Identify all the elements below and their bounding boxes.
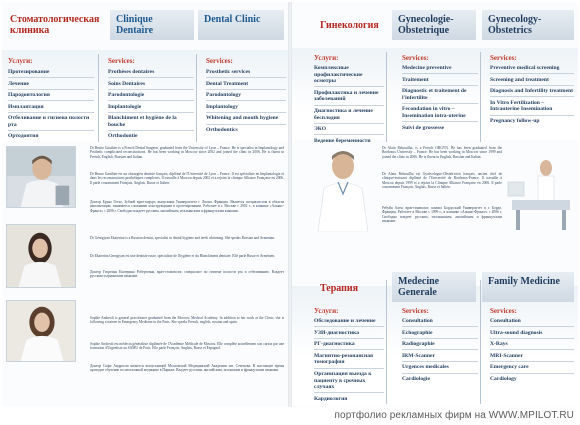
header-stomatology: Стоматологическая клиника bbox=[10, 14, 100, 36]
header-family-medicine: Family Medicine bbox=[482, 272, 574, 302]
service-item: Комплексные профилактические осмотры bbox=[314, 65, 384, 87]
bio-georgiyan-en: Dr Georgiyan Ekaterina is a Russian dentist, specialist in dental hygiene and teeth whitening. She speaks Russian and Armenian. bbox=[90, 236, 276, 240]
bio-andreoli-en: Sophie Andreoli is general practitioner graduated from the Moscow Medical Academy. In addition to her work at the Clinic, she is following a trainee in Emergency Medicine in the Paris. She speaks French, english, russian and spain. bbox=[90, 316, 284, 325]
service-item: Отбеливание и гигиена полости рта bbox=[8, 115, 94, 131]
label-services-ru: Услуги: bbox=[314, 307, 339, 315]
service-item: Consultation bbox=[490, 318, 574, 327]
service-item: Diagnosis and Infertility treatment bbox=[490, 88, 574, 97]
service-item: Urgences medicales bbox=[402, 364, 478, 373]
bio-bruno-en: Dr Bruno Gauthier is a French Dental Surgeon, graduated from the University of Lyon – France. He is specialist in Implantology and Prothetic complicated reconstructions. He has been working in Moscow since 2002 and joined the clinic in 2006. He is fluent in French, English, Russian and Italian. bbox=[90, 146, 284, 159]
bio-rebouillat-en: Dr Alain Rebouillat, is a French OBGYN. He has been graduated from the Bordeaux University – France. He has been working in Moscow since 1999 and joined the clinic in 2006. He is fluent in English, Russian and Italian. bbox=[382, 146, 502, 159]
bio-rebouillat-fr: Dr Alain Rebouillat est Gynécologue-Obstétricien français, ancien chef de clinique-assistant diplômé de l'Université de Bordeaux-France. Il travaille à Moscou depuis 1999 et a rejoint la Clinique Alliance Française en 2006. Il parle couramment Français, Anglais, Russe et Italien. bbox=[382, 172, 502, 189]
service-item: Организация выезда к пациенту в срочных случаях bbox=[314, 371, 384, 393]
service-item: Fecondation in vitro – Insemination intra-uterine bbox=[402, 106, 478, 122]
footer-caption[interactable]: портфолио рекламных фирм на WWW.MPILOT.RU bbox=[334, 410, 574, 421]
label-services-fr: Services: bbox=[402, 307, 429, 315]
gyn-services-ru bbox=[314, 65, 384, 147]
service-item: УЗИ-диагностика bbox=[314, 330, 384, 339]
service-item: Preventive medical screening bbox=[490, 65, 574, 74]
service-item: Кардиология bbox=[314, 395, 348, 402]
gp-services-ru bbox=[314, 318, 384, 405]
header-gynecology-ru: Гинекология bbox=[320, 20, 379, 31]
service-item: Лечение bbox=[8, 81, 94, 90]
header-gynecology-en: Gynecology-Obstetrics bbox=[482, 10, 574, 40]
service-item: Implantology bbox=[206, 104, 286, 113]
services-list-fr bbox=[108, 69, 194, 142]
label-services-en: Services: bbox=[490, 54, 517, 62]
service-item: Screening and treatment bbox=[490, 77, 574, 86]
label-services-fr: Services: bbox=[402, 54, 429, 62]
gyn-services-fr bbox=[402, 65, 478, 133]
column-divider bbox=[98, 54, 99, 142]
service-item: Suivi de grossesse bbox=[402, 124, 445, 131]
services-list-ru bbox=[8, 69, 94, 142]
bio-bruno-fr: Dr Bruno Gauthier est un chirurgien dentiste français, diplômé de l'Université de Lyon – France. Il est spécialiste en Implantologie et dans les reconstructions prothétiques complexes. Il travaille à Moscou depuis 2002 et a rejoint la clinique Alliance Française en 2006. Il parle couramment Français, Anglais, Russe et Italien. bbox=[90, 172, 284, 185]
header-general-medicine: Medecine Generale bbox=[392, 272, 476, 302]
service-item: Consultation bbox=[402, 318, 478, 327]
clinic-room-photo bbox=[506, 152, 576, 238]
service-item: Radiographie bbox=[402, 341, 478, 350]
service-item: Имплантация bbox=[8, 104, 94, 113]
service-item: Pregnancy follow-up bbox=[490, 117, 540, 124]
service-item: Emergency care bbox=[490, 364, 574, 373]
service-item: Parodontologie bbox=[108, 92, 194, 101]
label-services-en: Services: bbox=[206, 57, 233, 65]
label-services-en: Services: bbox=[490, 307, 517, 315]
column-divider bbox=[480, 280, 481, 404]
gp-services-fr bbox=[402, 318, 478, 385]
service-item: Soins Dentaires bbox=[108, 81, 194, 90]
doctor-photo-andreoli bbox=[6, 300, 76, 362]
column-divider bbox=[480, 52, 481, 142]
service-item: Cardiology bbox=[490, 375, 517, 382]
services-list-en bbox=[206, 69, 286, 136]
gp-services-en bbox=[490, 318, 574, 385]
service-item: Ultra-sound diagnosis bbox=[490, 330, 574, 339]
bio-georgiyan-ru: Доктор Георгиян Екатерина Робертовна, врач-стоматолог, специалист по гигиене полости рта и отбеливанию. Владеет русским и армянским языками. bbox=[90, 270, 284, 279]
service-item: Ортодонтия bbox=[8, 133, 39, 140]
bio-georgiyan-fr: Dr Ekaterina Georgiyan est une dentiste russe, spécialiste de l'hygiène et du Blanchiment dentaire. Elle parle Russe et Arménien. bbox=[90, 254, 276, 258]
footer-bar bbox=[0, 407, 580, 425]
header-dental-clinic: Dental Clinic bbox=[198, 10, 284, 40]
column-divider bbox=[386, 280, 387, 404]
service-item: Обследование и лечение bbox=[314, 318, 384, 327]
service-item: Traitement bbox=[402, 77, 478, 86]
service-item: Пародонтология bbox=[8, 92, 94, 101]
label-services-ru: Услуги: bbox=[8, 57, 33, 65]
gyn-services-en bbox=[490, 65, 574, 127]
service-item: Parodontology bbox=[206, 92, 286, 101]
label-services-fr: Services: bbox=[108, 57, 135, 65]
service-item: ЭКО bbox=[314, 126, 384, 135]
left-page bbox=[2, 2, 288, 407]
service-item: Medecine preventive bbox=[402, 65, 478, 74]
service-item: Echographie bbox=[402, 330, 478, 339]
header-gynecology-fr: Gynecologie-Obstetrique bbox=[392, 10, 476, 40]
bio-bruno-ru: Доктор Бруно Готье, Зубной врач-хирург, выпускник Университета г. Лиона, Франция. Является специалистом в области имплантации, занимается сложными конструкциями в протезировании. Работает в г. Москве с 2002 г., в клинике «Альянс-Франсе» с 2006 г. Свободно владеет русским, английским, итальянским и французским языками. bbox=[90, 200, 284, 213]
service-item: MRI-Scanner bbox=[490, 353, 574, 362]
service-item: Prosthetic services bbox=[206, 69, 286, 78]
header-clinique-dentaire: Clinique Dentaire bbox=[110, 10, 194, 40]
service-item: Cardiologie bbox=[402, 375, 430, 382]
bio-andreoli-fr: Sophie Andreoli est médecin généraliste diplômée de l'Académie Médicale de Moscou. Elle complète actuellement son cursus par une formation d'Urgentiste au SAMU de Paris. Elle parle Français, Anglais, Russe et Espagnol. bbox=[90, 342, 284, 351]
bio-rebouillat-ru: Ребуйя Ален, врач-гинеколог, кончил Бордоский Университет в г. Бордо, Франция. Работает в Москве с 1999 г., в клинике «Альянс-Франсе» с 2006 г. Свободно владеет русским, итальянским, английским и французским языками. bbox=[382, 206, 502, 223]
service-item: Implantologie bbox=[108, 104, 194, 113]
brochure-spread bbox=[2, 2, 578, 407]
service-item: X-Rays bbox=[490, 341, 574, 350]
service-item: Orthodontics bbox=[206, 126, 238, 133]
service-item: Протезирование bbox=[8, 69, 94, 78]
column-divider bbox=[386, 52, 387, 142]
service-item: Диагностика и лечение бесплодия bbox=[314, 108, 384, 124]
service-item: Whitening and mouth hygiene bbox=[206, 115, 286, 124]
bio-andreoli-ru: Доктор Софи Андреоли является выпускницей Московской Медицинской Академии им. Сеченова. В настоящее время проходит обучение по неотложной медицине в Париже. Владеет русским, английским, испанским и французским языками. bbox=[90, 364, 284, 373]
service-item: Diagnostic et traitement de l'infertilite bbox=[402, 88, 478, 104]
right-page bbox=[292, 2, 578, 407]
doctor-photo-bruno bbox=[6, 146, 76, 208]
service-item: Магнитно-резонансная томография bbox=[314, 353, 384, 369]
service-item: Ведение беременности bbox=[314, 137, 371, 144]
header-therapy-ru: Терапия bbox=[320, 283, 359, 294]
column-divider bbox=[196, 54, 197, 142]
service-item: Orthodontie bbox=[108, 133, 138, 140]
service-item: IRM-Scanner bbox=[402, 353, 478, 362]
doctor-photo-rebouillat bbox=[310, 144, 376, 232]
service-item: Dental Treatment bbox=[206, 81, 286, 90]
service-item: Blanchiment et hygiène de la bouche bbox=[108, 115, 194, 131]
service-item: Профилактика и лечение заболеваний bbox=[314, 90, 384, 106]
service-item: Prothèses dentaires bbox=[108, 69, 194, 78]
service-item: РГ-диагностика bbox=[314, 341, 384, 350]
service-item: In Vitro Fertilization – Intrauterine Insemination bbox=[490, 100, 574, 116]
doctor-photo-georgiyan bbox=[6, 224, 76, 288]
label-services-ru: Услуги: bbox=[314, 54, 339, 62]
